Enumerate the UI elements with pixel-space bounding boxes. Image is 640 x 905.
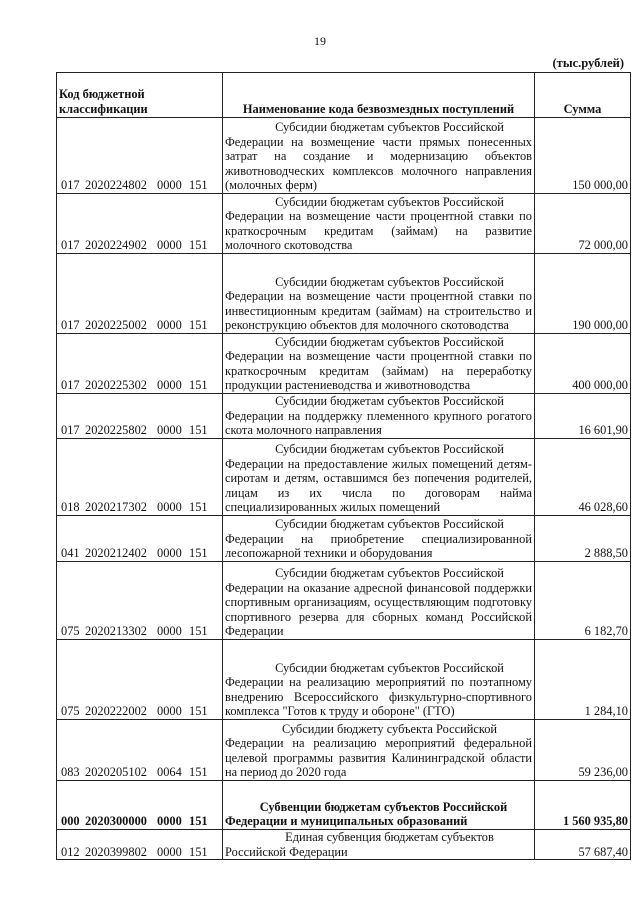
name-first-line: Субсидии бюджетам субъектов Российской (275, 194, 504, 209)
header-code-line1: Код бюджетной (59, 87, 145, 101)
name-cell (223, 194, 535, 254)
sum-cell: 2 888,50 (535, 516, 631, 562)
program-code: 0000 (157, 624, 182, 639)
code-cell (57, 830, 223, 860)
program-code: 0000 (157, 500, 182, 515)
economic-code: 151 (189, 238, 208, 253)
kbk-code: 2020222002 (85, 704, 147, 719)
program-code: 0000 (157, 814, 182, 829)
name-rest: Федерации на возмещение части прямых понесенных затрат на создание и модернизацию объектов животноводческих комплексов молочного направления (молочных ферм) (225, 134, 532, 193)
admin-code: 075 (61, 624, 80, 639)
program-code: 0000 (157, 546, 182, 561)
sum-cell: 72 000,00 (535, 194, 631, 254)
code-cell (57, 720, 223, 781)
name-rest: Российской Федерации (225, 844, 348, 859)
kbk-code: 2020213302 (85, 624, 147, 639)
program-code: 0000 (157, 178, 182, 193)
name-first-line: Субсидии бюджетам субъектов Российской (275, 442, 504, 457)
name-rest: Федерации на приобретение специализированной лесопожарной техники и оборудования (225, 531, 532, 561)
economic-code: 151 (189, 500, 208, 515)
kbk-code: 2020212402 (85, 546, 147, 561)
table-row (57, 516, 631, 562)
code-cell (57, 562, 223, 640)
admin-code: 000 (61, 814, 80, 829)
name-cell (223, 562, 535, 640)
table-row-total (57, 781, 631, 830)
page-number: 19 (314, 34, 326, 48)
code-cell (57, 516, 223, 562)
units-label: (тыс.рублей) (552, 56, 624, 70)
name-rest: Федерации и муниципальных образований (225, 814, 468, 829)
sum-cell: 57 687,40 (535, 830, 631, 860)
program-code: 0064 (157, 765, 182, 780)
economic-code: 151 (189, 178, 208, 193)
name-first-line: Субсидии бюджетам субъектов Российской (275, 566, 504, 581)
name-cell (223, 334, 535, 394)
economic-code: 151 (189, 765, 208, 780)
economic-code: 151 (189, 318, 208, 333)
name-first-line: Субсидии бюджетам субъектов Российской (275, 274, 504, 289)
economic-code: 151 (189, 423, 208, 438)
name-rest: Федерации на возмещение части процентной ставки по краткосрочным кредитам (займам) на развитие молочного скотоводства (225, 209, 532, 253)
name-cell (223, 640, 535, 720)
table-row (57, 562, 631, 640)
name-first-line: Субсидии бюджетам субъектов Российской (275, 517, 504, 532)
sum-cell: 1 284,10 (535, 640, 631, 720)
name-first-line: Субсидии бюджетам субъектов Российской (275, 120, 504, 135)
kbk-code: 2020224902 (85, 238, 147, 253)
name-rest: Федерации на оказание адресной финансовой поддержки спортивным организациям, осуществляющим подготовку спортивного резерва для сборных команд Российской Федерации (225, 580, 532, 639)
admin-code: 018 (61, 500, 80, 515)
admin-code: 083 (61, 765, 80, 780)
name-first-line: Субвенции бюджетам субъектов Российской (259, 799, 508, 814)
table-row (57, 640, 631, 720)
table-row (57, 439, 631, 516)
program-code: 0000 (157, 318, 182, 333)
kbk-code: 2020300000 (85, 814, 147, 829)
sum-cell: 16 601,90 (535, 394, 631, 439)
code-cell (57, 439, 223, 516)
name-cell (223, 439, 535, 516)
economic-code: 151 (189, 844, 208, 859)
economic-code: 151 (189, 704, 208, 719)
table-header-row (57, 73, 631, 118)
name-first-line: Субсидии бюджетам субъектов Российской (275, 394, 504, 409)
admin-code: 017 (61, 423, 80, 438)
code-cell (57, 781, 223, 830)
program-code: 0000 (157, 238, 182, 253)
name-first-line: Субсидии бюджету субъекта Российской (281, 721, 498, 736)
admin-code: 017 (61, 238, 80, 253)
name-cell (223, 781, 535, 830)
code-cell (57, 194, 223, 254)
program-code: 0000 (157, 704, 182, 719)
kbk-code: 2020205102 (85, 765, 147, 780)
name-rest: Федерации на поддержку племенного крупного рогатого скота молочного направления (225, 408, 532, 438)
name-first-line: Субсидии бюджетам субъектов Российской (275, 660, 504, 675)
admin-code: 041 (61, 546, 80, 561)
code-cell (57, 254, 223, 334)
code-cell (57, 118, 223, 194)
name-cell (223, 254, 535, 334)
kbk-code: 2020224802 (85, 178, 147, 193)
economic-code: 151 (189, 814, 208, 829)
admin-code: 017 (61, 378, 80, 393)
table-row (57, 254, 631, 334)
table-row (57, 118, 631, 194)
name-rest: Федерации на реализацию мероприятий федеральной целевой программы развития Калининградской области на период до 2020 года (225, 736, 532, 780)
kbk-code: 2020225002 (85, 318, 147, 333)
sum-cell: 59 236,00 (535, 720, 631, 781)
sum-cell: 6 182,70 (535, 562, 631, 640)
header-code (57, 73, 223, 118)
kbk-code: 2020225302 (85, 378, 147, 393)
table-row (57, 830, 631, 860)
admin-code: 012 (61, 844, 80, 859)
sum-cell: 190 000,00 (535, 254, 631, 334)
economic-code: 151 (189, 546, 208, 561)
code-cell (57, 334, 223, 394)
sum-cell: 150 000,00 (535, 118, 631, 194)
table-row (57, 194, 631, 254)
name-cell (223, 720, 535, 781)
name-first-line: Субсидии бюджетам субъектов Российской (275, 334, 504, 349)
code-cell (57, 394, 223, 439)
table-row (57, 334, 631, 394)
table-row (57, 394, 631, 439)
budget-table (56, 72, 631, 860)
name-rest: Федерации на возмещение части процентной ставки по инвестиционным кредитам (займам) на строительство и реконструкцию объектов для молочного скотоводства (225, 289, 532, 333)
admin-code: 017 (61, 318, 80, 333)
name-cell (223, 118, 535, 194)
program-code: 0000 (157, 423, 182, 438)
name-rest: Федерации на предоставление жилых помещений детям-сиротам и детям, оставшимся без попечения родителей, лицам из их числа по договорам найма специализированных жилых помещений (225, 456, 532, 515)
name-cell (223, 516, 535, 562)
program-code: 0000 (157, 378, 182, 393)
admin-code: 017 (61, 178, 80, 193)
sum-cell: 1 560 935,80 (535, 781, 631, 830)
header-sum: Сумма (535, 73, 631, 118)
kbk-code: 2020225802 (85, 423, 147, 438)
name-cell (223, 830, 535, 860)
admin-code: 075 (61, 704, 80, 719)
program-code: 0000 (157, 844, 182, 859)
kbk-code: 2020399802 (85, 844, 147, 859)
name-rest: Федерации на возмещение части процентной ставки по краткосрочным кредитам (займам) на переработку продукции растениеводства и животноводства (225, 349, 532, 393)
sum-cell: 46 028,60 (535, 439, 631, 516)
table-row (57, 720, 631, 781)
name-cell (223, 394, 535, 439)
name-rest: Федерации на реализацию мероприятий по поэтапному внедрению Всероссийского физкультурно-спортивного комплекса "Готов к труду и обороне" (ГТО) (225, 675, 532, 719)
sum-cell: 400 000,00 (535, 334, 631, 394)
code-cell (57, 640, 223, 720)
header-code-line2: классификации (59, 102, 148, 116)
name-first-line: Единая субвенция бюджетам субъектов (285, 830, 494, 844)
kbk-code: 2020217302 (85, 500, 147, 515)
economic-code: 151 (189, 378, 208, 393)
header-name: Наименование кода безвозмездных поступлений (223, 73, 535, 118)
economic-code: 151 (189, 624, 208, 639)
